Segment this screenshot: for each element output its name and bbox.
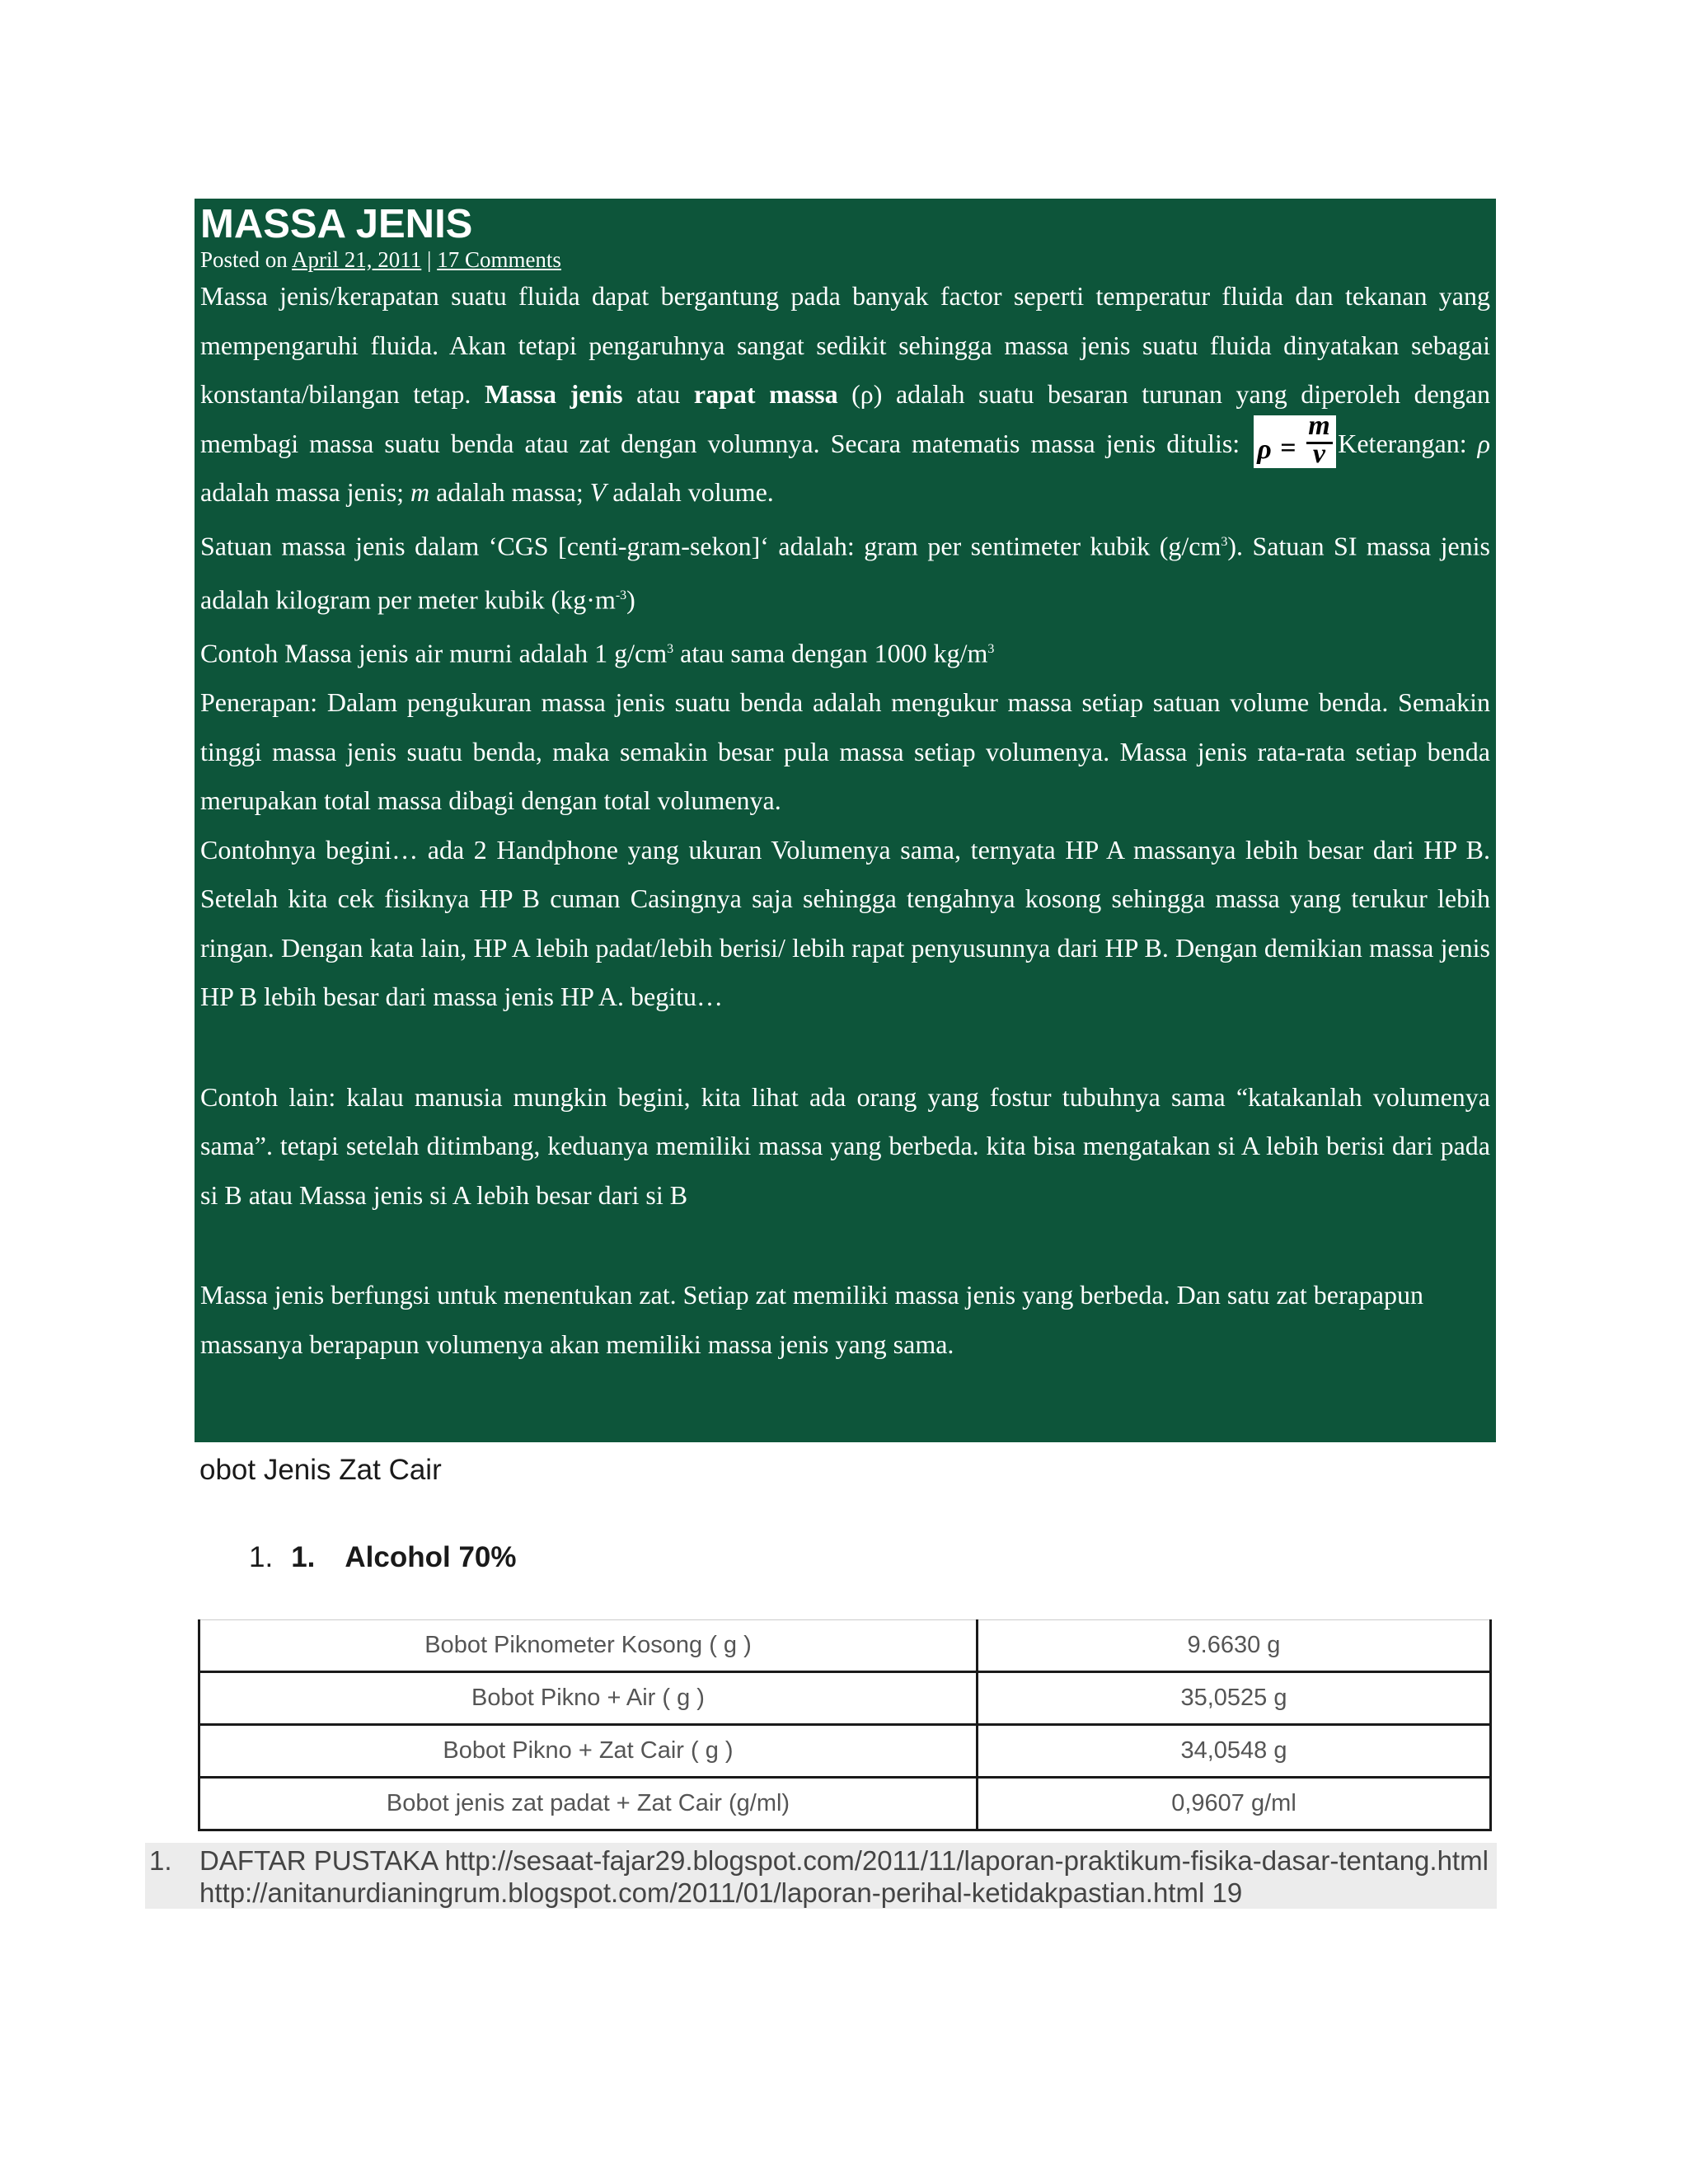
post-meta <box>200 247 1490 272</box>
density-formula-image <box>1254 410 1336 470</box>
paragraph-text: ). Satuan SI massa jenis adalah kilogram per meter kubik (kg·m <box>200 531 1491 615</box>
superscript: 3 <box>667 641 674 656</box>
formula-fraction <box>1308 412 1329 468</box>
paragraph-text: atau <box>622 379 694 409</box>
formula-equals: = <box>1280 433 1296 464</box>
superscript: -3 <box>615 588 627 602</box>
paragraph-text: ) <box>626 584 635 615</box>
bold-term-rapat-massa: rapat massa <box>693 379 838 409</box>
paragraph-application: Penerapan: Dalam pengukuran massa jenis suatu benda adalah mengukur massa setiap satuan volume benda. Semakin tinggi massa jenis suatu benda, maka semakin besar pula massa setiap volumenya. Massa jenis rata-rata setiap benda merupakan total massa dibagi dengan total volumenya. <box>200 687 1490 816</box>
article-block <box>195 199 1496 1442</box>
posted-prefix: Posted on <box>200 247 293 272</box>
paragraph-text: Massa jenis/kerapatan suatu fluida dapat bergantung pada banyak factor seperti temperatur fluida dan tekanan yang mempengaruhi fluida. Akan tetapi pengaruhnya sangat sedikit sehingga massa jenis suatu fluida dinyatakan sebagai konstanta/bilangan tetap. <box>200 281 1490 409</box>
paragraph-units <box>200 518 1490 625</box>
post-date-link[interactable]: April 21, 2011 <box>292 247 422 272</box>
table-row <box>199 1620 1491 1672</box>
italic-m: m <box>410 477 430 508</box>
table-cell-value: 9.6630 g <box>978 1620 1491 1672</box>
paragraph-human-example: Contoh lain: kalau manusia mungkin begini, kita lihat ada orang yang fostur tubuhnya sama “katakanlah volumenya sama”. tetapi setelah ditimbang, keduanya memiliki massa yang berbeda. kita bisa mengatakan si A lebih berisi dari pada si B atau Massa jenis si A lebih besar dari si B <box>200 1081 1490 1210</box>
paragraph-function: Massa jenis berfungsi untuk menentukan zat. Setiap zat memiliki massa jenis yang berbeda. Dan satu zat berapapun massanya berapapun volumenya akan memiliki massa jenis yang sama. <box>200 1280 1423 1359</box>
reference-number: 1. <box>149 1845 172 1876</box>
formula-denominator: v <box>1312 438 1325 470</box>
comments-link[interactable]: 17 Comments <box>437 247 561 272</box>
table-cell-value: 34,0548 g <box>978 1725 1491 1778</box>
spacer <box>200 1220 1490 1271</box>
article-body <box>200 272 1490 1369</box>
table-row <box>199 1725 1491 1778</box>
paragraph-text: atau sama dengan 1000 kg/m <box>673 638 988 668</box>
list-number-inner: 1. <box>291 1541 316 1573</box>
bold-term-massa-jenis: Massa jenis <box>484 379 623 409</box>
list-item-alcohol <box>249 1541 517 1574</box>
paragraph-text: (ρ) adalah suatu besaran turunan yang diperoleh dengan membagi massa suatu benda atau zat dengan volumnya. Secara matematis massa jenis ditulis: <box>200 379 1490 458</box>
paragraph-text: Keterangan: <box>1338 428 1478 458</box>
section-heading: obot Jenis Zat Cair <box>199 1454 442 1486</box>
italic-rho: ρ <box>1477 428 1491 458</box>
italic-v: V <box>589 477 607 508</box>
paragraph-text: adalah massa jenis; <box>200 477 411 508</box>
paragraph-handphone-example: Contohnya begini… ada 2 Handphone yang ukuran Volumenya sama, ternyata HP A massanya lebih besar dari HP B. Setelah kita cek fisiknya HP B cuman Casingnya saja sehingga tengahnya kosong sehingga massa yang terukur lebih ringan. Dengan kata lain, HP A lebih padat/lebih berisi/ lebih rapat penyusunnya dari HP B. Dengan demikian massa jenis HP B lebih besar dari massa jenis HP A. begitu… <box>200 834 1490 1012</box>
references-block <box>145 1843 1497 1909</box>
superscript: 3 <box>987 641 995 656</box>
measurement-table <box>198 1619 1492 1831</box>
paragraph-text: adalah volume. <box>606 477 774 508</box>
spacer <box>200 1022 1490 1073</box>
list-number-outer: 1. <box>249 1541 274 1573</box>
formula-rho: ρ <box>1257 434 1272 466</box>
list-item-label: Alcohol 70% <box>345 1541 517 1573</box>
posted-separator: | <box>421 247 438 272</box>
table-cell-label: Bobot Pikno + Air ( g ) <box>199 1672 978 1725</box>
table-row <box>199 1672 1491 1725</box>
paragraph-example <box>200 625 1490 678</box>
formula-numerator: m <box>1308 410 1330 442</box>
paragraph-text: Satuan massa jenis dalam ‘CGS [centi-gram-sekon]‘ adalah: gram per sentimeter kubik (g/cm <box>200 531 1221 561</box>
table-cell-value: 35,0525 g <box>978 1672 1491 1725</box>
paragraph-text: Contoh Massa jenis air murni adalah 1 g/cm <box>200 638 668 668</box>
table-cell-label: Bobot Pikno + Zat Cair ( g ) <box>199 1725 978 1778</box>
table-cell-value: 0,9607 g/ml <box>978 1778 1491 1830</box>
table-row <box>199 1778 1491 1830</box>
article-title: MASSA JENIS <box>200 202 473 246</box>
superscript: 3 <box>1221 534 1228 549</box>
paragraph-text: adalah massa; <box>429 477 590 508</box>
table-cell-label: Bobot Piknometer Kosong ( g ) <box>199 1620 978 1672</box>
reference-text: DAFTAR PUSTAKA http://sesaat-fajar29.blogspot.com/2011/11/laporan-praktikum-fisika-dasar-tentang.html http://anitanurdianingrum.blogspot.com/2011/01/laporan-perihal-ketidakpastian.html 19 <box>199 1845 1489 1908</box>
paragraph-definition <box>200 272 1490 518</box>
table-cell-label: Bobot jenis zat padat + Zat Cair (g/ml) <box>199 1778 978 1830</box>
